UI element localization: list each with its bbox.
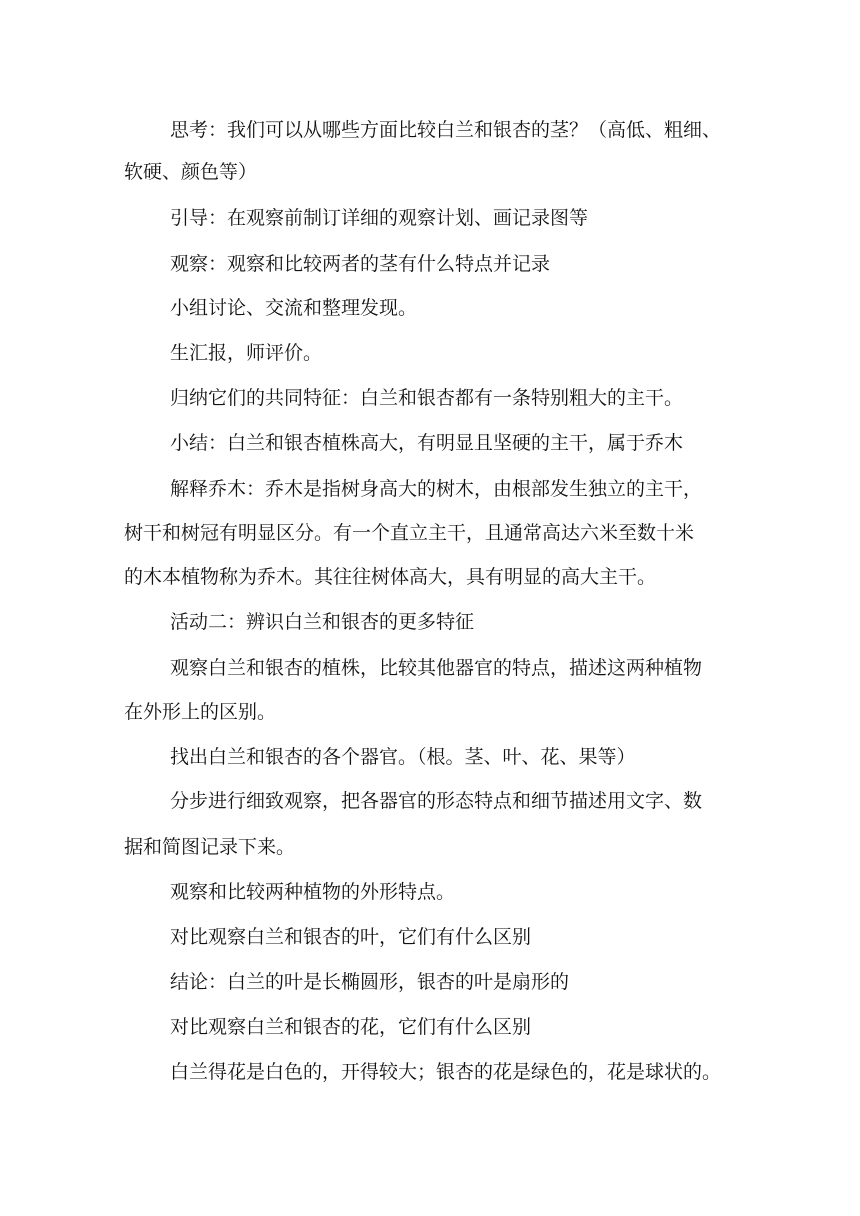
paragraph-line: 小组讨论、交流和整理发现。 — [170, 297, 418, 319]
paragraph-line: 据和简图记录下来。 — [124, 836, 296, 858]
paragraph-line: 观察和比较两种植物的外形特点。 — [170, 881, 456, 903]
paragraph-line: 小结：白兰和银杏植株高大，有明显且坚硬的主干，属于乔木 — [170, 432, 684, 454]
paragraph-line: 结论：白兰的叶是长椭圆形，银杏的叶是扇形的 — [170, 971, 570, 993]
paragraph-line: 在外形上的区别。 — [124, 701, 277, 723]
paragraph-line: 树干和树冠有明显区分。有一个直立主干，且通常高达六米至数十米 — [124, 522, 695, 544]
paragraph-line: 生汇报，师评价。 — [170, 342, 323, 364]
paragraph-line: 对比观察白兰和银杏的花，它们有什么区别 — [170, 1016, 532, 1038]
paragraph-line: 的木本植物称为乔木。其往往树体高大，具有明显的高大主干。 — [124, 566, 657, 588]
paragraph-line: 活动二：辨识白兰和银杏的更多特征 — [170, 611, 475, 633]
paragraph-line: 引导：在观察前制订详细的观察计划、画记录图等 — [170, 207, 589, 229]
paragraph-line: 解释乔木：乔木是指树身高大的树木，由根部发生独立的主干， — [170, 478, 703, 500]
paragraph-line: 观察：观察和比较两者的茎有什么特点并记录 — [170, 253, 551, 275]
paragraph-line: 找出白兰和银杏的各个器官。（根。茎、叶、花、果等） — [170, 746, 636, 768]
paragraph-line: 观察白兰和银杏的植株，比较其他器官的特点，描述这两种植物 — [170, 657, 703, 679]
paragraph-line: 白兰得花是白色的，开得较大；银杏的花是绿色的，花是球状的。 — [170, 1061, 722, 1083]
paragraph-line: 对比观察白兰和银杏的叶，它们有什么区别 — [170, 926, 532, 948]
paragraph-line: 归纳它们的共同特征：白兰和银杏都有一条特别粗大的主干。 — [170, 387, 684, 409]
paragraph-line: 软硬、颜色等） — [124, 161, 258, 183]
paragraph-line: 分步进行细致观察，把各器官的形态特点和细节描述用文字、数 — [170, 790, 703, 812]
paragraph-line: 思考：我们可以从哪些方面比较白兰和银杏的茎？（高低、粗细、 — [170, 119, 722, 141]
